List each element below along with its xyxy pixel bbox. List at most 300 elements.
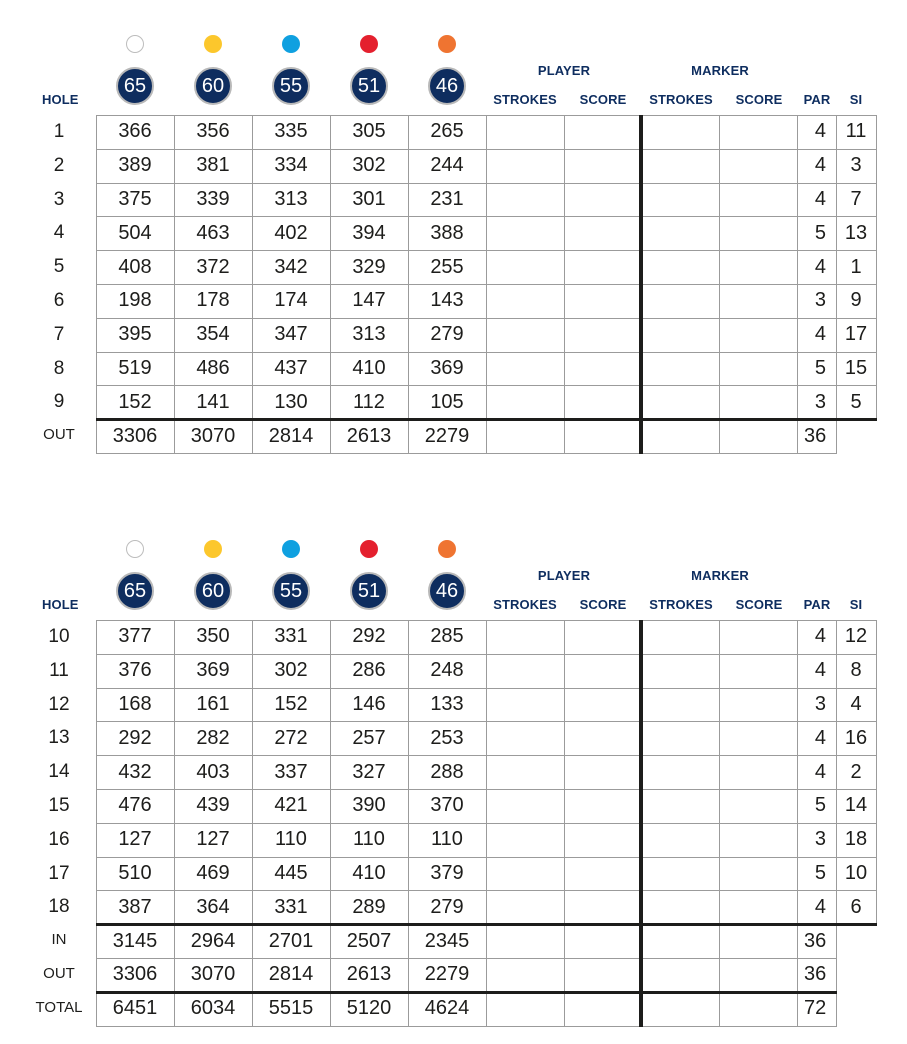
marker-strokes-input[interactable] bbox=[641, 250, 720, 285]
player-score-input[interactable] bbox=[564, 216, 642, 251]
marker-header: MARKER bbox=[691, 63, 749, 78]
yardage-cell: 130 bbox=[252, 385, 331, 420]
yardage-cell: 387 bbox=[96, 890, 175, 925]
stroke-index-cell: 9 bbox=[836, 284, 877, 319]
marker-score-input[interactable] bbox=[719, 857, 798, 892]
yardage-cell: 437 bbox=[252, 352, 331, 387]
marker-strokes-input[interactable] bbox=[641, 688, 720, 723]
tee-blue-marker-icon bbox=[282, 35, 300, 53]
tee-rating-badge: 60 bbox=[194, 572, 232, 610]
yardage-cell: 313 bbox=[330, 318, 409, 353]
marker-strokes-input[interactable] bbox=[641, 318, 720, 353]
marker-strokes-input[interactable] bbox=[641, 755, 720, 790]
player-strokes-input[interactable] bbox=[486, 149, 565, 184]
marker-score-header: SCORE bbox=[735, 597, 783, 612]
yardage-cell: 286 bbox=[330, 654, 409, 689]
stroke-index-cell: 7 bbox=[836, 183, 877, 218]
yardage-cell: 369 bbox=[174, 654, 253, 689]
yardage-cell: 253 bbox=[408, 721, 487, 756]
par-cell: 4 bbox=[797, 149, 837, 184]
yardage-cell: 334 bbox=[252, 149, 331, 184]
par-header: PAR bbox=[803, 597, 831, 612]
tee-orange-marker-icon bbox=[438, 35, 456, 53]
yardage-cell: 141 bbox=[174, 385, 253, 420]
hole-number: 5 bbox=[53, 256, 65, 278]
marker-score-input[interactable] bbox=[719, 620, 798, 655]
total-row-label: IN bbox=[51, 931, 67, 949]
yardage-cell: 133 bbox=[408, 688, 487, 723]
par-cell: 4 bbox=[797, 620, 837, 655]
total-row-label: OUT bbox=[43, 965, 75, 982]
par-cell: 4 bbox=[797, 115, 837, 150]
stroke-index-cell: 13 bbox=[836, 216, 877, 251]
tee-red-marker-icon bbox=[360, 35, 378, 53]
player-strokes-input[interactable] bbox=[486, 755, 565, 790]
yardage-cell: 342 bbox=[252, 250, 331, 285]
marker-score-input[interactable] bbox=[719, 149, 798, 184]
hole-number: 15 bbox=[48, 795, 70, 816]
marker-strokes-input[interactable] bbox=[641, 183, 720, 218]
player-strokes-header: STROKES bbox=[493, 597, 557, 612]
total-yardage-cell: 4624 bbox=[408, 992, 487, 1027]
par-cell: 4 bbox=[797, 183, 837, 218]
marker-strokes-input[interactable] bbox=[641, 352, 720, 387]
yardage-cell: 279 bbox=[408, 318, 487, 353]
total-yardage-cell: 2345 bbox=[408, 924, 487, 959]
par-cell: 4 bbox=[797, 721, 837, 756]
player-strokes-input[interactable] bbox=[486, 654, 565, 689]
total-yardage-cell: 3306 bbox=[96, 958, 175, 993]
marker-score-total-input[interactable] bbox=[719, 924, 798, 959]
par-total-cell: 36 bbox=[797, 958, 837, 993]
hole-number: 6 bbox=[53, 290, 65, 311]
par-cell: 3 bbox=[797, 284, 837, 319]
yardage-cell: 282 bbox=[174, 721, 253, 756]
yardage-cell: 463 bbox=[174, 216, 253, 251]
stroke-index-cell: 1 bbox=[836, 250, 877, 285]
yardage-cell: 285 bbox=[408, 620, 487, 655]
total-yardage-cell: 2701 bbox=[252, 924, 331, 959]
player-marker-divider bbox=[639, 620, 643, 1027]
player-score-input[interactable] bbox=[564, 385, 642, 420]
marker-strokes-total-input[interactable] bbox=[641, 924, 720, 959]
yardage-cell: 147 bbox=[330, 284, 409, 319]
yardage-cell: 375 bbox=[96, 183, 175, 218]
yardage-cell: 347 bbox=[252, 318, 331, 353]
hole-number: 17 bbox=[48, 862, 70, 884]
player-score-total-input[interactable] bbox=[564, 419, 642, 454]
tee-rating-badge: 46 bbox=[428, 67, 466, 105]
yardage-cell: 388 bbox=[408, 216, 487, 251]
marker-score-input[interactable] bbox=[719, 654, 798, 689]
player-strokes-input[interactable] bbox=[486, 115, 565, 150]
stroke-index-cell: 15 bbox=[836, 352, 877, 387]
marker-strokes-input[interactable] bbox=[641, 284, 720, 319]
hole-number: 9 bbox=[53, 391, 65, 413]
hole-number: 12 bbox=[48, 693, 70, 715]
yardage-cell: 105 bbox=[408, 385, 487, 420]
par-total-cell: 36 bbox=[797, 419, 837, 454]
hole-number: 8 bbox=[53, 357, 65, 379]
yardage-cell: 110 bbox=[330, 823, 409, 858]
yardage-cell: 356 bbox=[174, 115, 253, 150]
hole-number: 16 bbox=[48, 828, 70, 850]
player-strokes-total-input[interactable] bbox=[486, 924, 565, 959]
player-score-input[interactable] bbox=[564, 352, 642, 387]
player-strokes-input[interactable] bbox=[486, 250, 565, 285]
yardage-cell: 110 bbox=[252, 823, 331, 858]
tee-rating-badge: 55 bbox=[272, 67, 310, 105]
hole-number: 7 bbox=[53, 323, 65, 345]
player-marker-divider bbox=[639, 115, 643, 454]
total-yardage-cell: 5515 bbox=[252, 992, 331, 1027]
yardage-cell: 366 bbox=[96, 115, 175, 150]
player-strokes-input[interactable] bbox=[486, 216, 565, 251]
marker-strokes-input[interactable] bbox=[641, 654, 720, 689]
player-score-input[interactable] bbox=[564, 654, 642, 689]
yardage-cell: 327 bbox=[330, 755, 409, 790]
hole-number: 1 bbox=[53, 121, 65, 142]
total-yardage-cell: 3070 bbox=[174, 958, 253, 993]
marker-score-input[interactable] bbox=[719, 284, 798, 319]
player-score-input[interactable] bbox=[564, 857, 642, 892]
player-score-total-input[interactable] bbox=[564, 924, 642, 959]
yardage-cell: 168 bbox=[96, 688, 175, 723]
yardage-cell: 331 bbox=[252, 890, 331, 925]
player-strokes-input[interactable] bbox=[486, 890, 565, 925]
marker-score-input[interactable] bbox=[719, 823, 798, 858]
par-cell: 5 bbox=[797, 352, 837, 387]
marker-strokes-input[interactable] bbox=[641, 115, 720, 150]
yardage-cell: 476 bbox=[96, 789, 175, 824]
hole-number: 3 bbox=[53, 188, 65, 210]
yardage-cell: 257 bbox=[330, 721, 409, 756]
yardage-cell: 486 bbox=[174, 352, 253, 387]
player-score-input[interactable] bbox=[564, 620, 642, 655]
yardage-cell: 292 bbox=[330, 620, 409, 655]
yardage-cell: 395 bbox=[96, 318, 175, 353]
yardage-cell: 369 bbox=[408, 352, 487, 387]
si-header: SI bbox=[849, 597, 863, 612]
player-strokes-input[interactable] bbox=[486, 721, 565, 756]
yardage-cell: 335 bbox=[252, 115, 331, 150]
player-score-input[interactable] bbox=[564, 688, 642, 723]
yardage-cell: 390 bbox=[330, 789, 409, 824]
player-strokes-input[interactable] bbox=[486, 385, 565, 420]
par-cell: 3 bbox=[797, 823, 837, 858]
player-score-input[interactable] bbox=[564, 115, 642, 150]
yardage-cell: 354 bbox=[174, 318, 253, 353]
par-cell: 5 bbox=[797, 857, 837, 892]
total-divider bbox=[96, 991, 837, 994]
marker-score-input[interactable] bbox=[719, 385, 798, 420]
marker-score-input[interactable] bbox=[719, 352, 798, 387]
marker-strokes-input[interactable] bbox=[641, 721, 720, 756]
tee-orange-marker-icon bbox=[438, 540, 456, 558]
marker-strokes-total-input[interactable] bbox=[641, 992, 720, 1027]
marker-strokes-input[interactable] bbox=[641, 890, 720, 925]
marker-strokes-input[interactable] bbox=[641, 857, 720, 892]
stroke-index-cell: 14 bbox=[836, 789, 877, 824]
hole-number: 11 bbox=[49, 659, 69, 681]
par-cell: 4 bbox=[797, 890, 837, 925]
yardage-cell: 469 bbox=[174, 857, 253, 892]
tee-white-marker-icon bbox=[126, 540, 144, 558]
stroke-index-cell: 3 bbox=[836, 149, 877, 184]
yardage-cell: 152 bbox=[96, 385, 175, 420]
yardage-cell: 127 bbox=[96, 823, 175, 858]
tee-yellow-marker-icon bbox=[204, 540, 222, 558]
hole-header: HOLE bbox=[42, 597, 79, 612]
yardage-cell: 376 bbox=[96, 654, 175, 689]
section-divider bbox=[96, 418, 877, 421]
yardage-cell: 305 bbox=[330, 115, 409, 150]
yardage-cell: 302 bbox=[330, 149, 409, 184]
yardage-cell: 255 bbox=[408, 250, 487, 285]
marker-score-input[interactable] bbox=[719, 115, 798, 150]
yardage-cell: 331 bbox=[252, 620, 331, 655]
marker-score-input[interactable] bbox=[719, 688, 798, 723]
total-row-label: TOTAL bbox=[35, 998, 83, 1016]
yardage-cell: 403 bbox=[174, 755, 253, 790]
yardage-cell: 301 bbox=[330, 183, 409, 218]
yardage-cell: 244 bbox=[408, 149, 487, 184]
par-cell: 4 bbox=[797, 318, 837, 353]
hole-number: 14 bbox=[48, 761, 70, 783]
player-score-input[interactable] bbox=[564, 823, 642, 858]
total-yardage-cell: 2279 bbox=[408, 958, 487, 993]
yardage-cell: 339 bbox=[174, 183, 253, 218]
marker-score-total-input[interactable] bbox=[719, 992, 798, 1027]
player-strokes-input[interactable] bbox=[486, 688, 565, 723]
par-total-cell: 72 bbox=[797, 992, 837, 1027]
player-strokes-input[interactable] bbox=[486, 620, 565, 655]
tee-rating-badge: 65 bbox=[116, 572, 154, 610]
player-score-input[interactable] bbox=[564, 755, 642, 790]
stroke-index-cell: 18 bbox=[836, 823, 877, 858]
total-yardage-cell: 2613 bbox=[330, 958, 409, 993]
yardage-cell: 432 bbox=[96, 755, 175, 790]
yardage-cell: 279 bbox=[408, 890, 487, 925]
yardage-cell: 410 bbox=[330, 352, 409, 387]
yardage-cell: 272 bbox=[252, 721, 331, 756]
player-score-input[interactable] bbox=[564, 284, 642, 319]
yardage-cell: 389 bbox=[96, 149, 175, 184]
stroke-index-cell: 16 bbox=[836, 721, 877, 756]
yardage-cell: 329 bbox=[330, 250, 409, 285]
yardage-cell: 112 bbox=[330, 385, 409, 420]
total-yardage-cell: 2814 bbox=[252, 958, 331, 993]
marker-score-input[interactable] bbox=[719, 755, 798, 790]
marker-strokes-total-input[interactable] bbox=[641, 419, 720, 454]
yardage-cell: 231 bbox=[408, 183, 487, 218]
player-strokes-total-input[interactable] bbox=[486, 958, 565, 993]
player-strokes-input[interactable] bbox=[486, 318, 565, 353]
total-row-label: OUT bbox=[43, 426, 75, 444]
player-score-input[interactable] bbox=[564, 318, 642, 353]
total-yardage-cell: 3306 bbox=[96, 419, 175, 454]
marker-strokes-input[interactable] bbox=[641, 149, 720, 184]
hole-number: 13 bbox=[48, 727, 70, 749]
player-score-input[interactable] bbox=[564, 789, 642, 824]
yardage-cell: 198 bbox=[96, 284, 175, 319]
total-yardage-cell: 3145 bbox=[96, 924, 175, 959]
hole-number: 4 bbox=[53, 222, 65, 244]
stroke-index-cell: 5 bbox=[836, 385, 877, 420]
yardage-cell: 421 bbox=[252, 789, 331, 824]
stroke-index-cell: 6 bbox=[836, 890, 877, 925]
total-yardage-cell: 2279 bbox=[408, 419, 487, 454]
player-score-input[interactable] bbox=[564, 721, 642, 756]
yardage-cell: 178 bbox=[174, 284, 253, 319]
marker-strokes-input[interactable] bbox=[641, 385, 720, 420]
yardage-cell: 402 bbox=[252, 216, 331, 251]
marker-strokes-input[interactable] bbox=[641, 620, 720, 655]
si-header: SI bbox=[849, 92, 863, 107]
yardage-cell: 248 bbox=[408, 654, 487, 689]
marker-score-input[interactable] bbox=[719, 789, 798, 824]
yardage-cell: 381 bbox=[174, 149, 253, 184]
marker-score-input[interactable] bbox=[719, 318, 798, 353]
player-strokes-total-input[interactable] bbox=[486, 419, 565, 454]
marker-strokes-header: STROKES bbox=[649, 92, 713, 107]
player-score-header: SCORE bbox=[579, 597, 627, 612]
marker-strokes-total-input[interactable] bbox=[641, 958, 720, 993]
player-strokes-total-input[interactable] bbox=[486, 992, 565, 1027]
hole-number: 10 bbox=[48, 626, 70, 647]
yardage-cell: 302 bbox=[252, 654, 331, 689]
yardage-cell: 394 bbox=[330, 216, 409, 251]
marker-header: MARKER bbox=[691, 568, 749, 583]
marker-score-input[interactable] bbox=[719, 721, 798, 756]
tee-rating-badge: 60 bbox=[194, 67, 232, 105]
par-cell: 3 bbox=[797, 385, 837, 420]
total-yardage-cell: 6451 bbox=[96, 992, 175, 1027]
total-yardage-cell: 3070 bbox=[174, 419, 253, 454]
stroke-index-cell: 2 bbox=[836, 755, 877, 790]
yardage-cell: 152 bbox=[252, 688, 331, 723]
hole-number: 18 bbox=[48, 896, 70, 918]
yardage-cell: 377 bbox=[96, 620, 175, 655]
player-score-input[interactable] bbox=[564, 890, 642, 925]
tee-rating-badge: 46 bbox=[428, 572, 466, 610]
marker-strokes-input[interactable] bbox=[641, 789, 720, 824]
marker-strokes-header: STROKES bbox=[649, 597, 713, 612]
yardage-cell: 519 bbox=[96, 352, 175, 387]
hole-number: 2 bbox=[53, 154, 65, 176]
marker-strokes-input[interactable] bbox=[641, 216, 720, 251]
total-yardage-cell: 2814 bbox=[252, 419, 331, 454]
player-score-total-input[interactable] bbox=[564, 958, 642, 993]
stroke-index-cell: 8 bbox=[836, 654, 877, 689]
player-score-input[interactable] bbox=[564, 250, 642, 285]
yardage-cell: 364 bbox=[174, 890, 253, 925]
yardage-cell: 350 bbox=[174, 620, 253, 655]
player-strokes-input[interactable] bbox=[486, 789, 565, 824]
player-strokes-input[interactable] bbox=[486, 284, 565, 319]
yardage-cell: 146 bbox=[330, 688, 409, 723]
player-score-total-input[interactable] bbox=[564, 992, 642, 1027]
total-yardage-cell: 2613 bbox=[330, 419, 409, 454]
marker-score-total-input[interactable] bbox=[719, 958, 798, 993]
yardage-cell: 265 bbox=[408, 115, 487, 150]
yardage-cell: 292 bbox=[96, 721, 175, 756]
marker-score-input[interactable] bbox=[719, 250, 798, 285]
tee-rating-badge: 51 bbox=[350, 67, 388, 105]
marker-score-input[interactable] bbox=[719, 183, 798, 218]
yardage-cell: 439 bbox=[174, 789, 253, 824]
par-cell: 4 bbox=[797, 755, 837, 790]
player-strokes-input[interactable] bbox=[486, 183, 565, 218]
yardage-cell: 372 bbox=[174, 250, 253, 285]
yardage-cell: 288 bbox=[408, 755, 487, 790]
player-strokes-input[interactable] bbox=[486, 352, 565, 387]
player-strokes-header: STROKES bbox=[493, 92, 557, 107]
yardage-cell: 510 bbox=[96, 857, 175, 892]
player-score-header: SCORE bbox=[579, 92, 627, 107]
yardage-cell: 313 bbox=[252, 183, 331, 218]
tee-white-marker-icon bbox=[126, 35, 144, 53]
par-header: PAR bbox=[803, 92, 831, 107]
player-score-input[interactable] bbox=[564, 149, 642, 184]
back-nine-card bbox=[0, 505, 907, 1044]
stroke-index-cell: 4 bbox=[836, 688, 877, 723]
tee-red-marker-icon bbox=[360, 540, 378, 558]
marker-score-input[interactable] bbox=[719, 216, 798, 251]
total-yardage-cell: 2964 bbox=[174, 924, 253, 959]
player-strokes-input[interactable] bbox=[486, 823, 565, 858]
marker-score-total-input[interactable] bbox=[719, 419, 798, 454]
yardage-cell: 127 bbox=[174, 823, 253, 858]
par-total-cell: 36 bbox=[797, 924, 837, 959]
yardage-cell: 379 bbox=[408, 857, 487, 892]
total-yardage-cell: 6034 bbox=[174, 992, 253, 1027]
yardage-cell: 289 bbox=[330, 890, 409, 925]
yardage-cell: 410 bbox=[330, 857, 409, 892]
yardage-cell: 143 bbox=[408, 284, 487, 319]
yardage-cell: 504 bbox=[96, 216, 175, 251]
player-header: PLAYER bbox=[537, 63, 591, 78]
tee-rating-badge: 55 bbox=[272, 572, 310, 610]
player-header: PLAYER bbox=[537, 568, 591, 583]
stroke-index-cell: 17 bbox=[836, 318, 877, 353]
total-yardage-cell: 5120 bbox=[330, 992, 409, 1027]
stroke-index-cell: 11 bbox=[836, 115, 877, 150]
par-cell: 4 bbox=[797, 654, 837, 689]
tee-rating-badge: 51 bbox=[350, 572, 388, 610]
total-yardage-cell: 2507 bbox=[330, 924, 409, 959]
par-cell: 5 bbox=[797, 789, 837, 824]
marker-strokes-input[interactable] bbox=[641, 823, 720, 858]
tee-yellow-marker-icon bbox=[204, 35, 222, 53]
yardage-cell: 445 bbox=[252, 857, 331, 892]
front-nine-card bbox=[0, 0, 907, 470]
yardage-cell: 408 bbox=[96, 250, 175, 285]
tee-rating-badge: 65 bbox=[116, 67, 154, 105]
par-cell: 5 bbox=[797, 216, 837, 251]
stroke-index-cell: 10 bbox=[836, 857, 877, 892]
yardage-cell: 174 bbox=[252, 284, 331, 319]
par-cell: 4 bbox=[797, 250, 837, 285]
marker-score-input[interactable] bbox=[719, 890, 798, 925]
yardage-cell: 110 bbox=[408, 823, 487, 858]
yardage-cell: 370 bbox=[408, 789, 487, 824]
player-strokes-input[interactable] bbox=[486, 857, 565, 892]
par-cell: 3 bbox=[797, 688, 837, 723]
hole-header: HOLE bbox=[42, 92, 79, 107]
tee-blue-marker-icon bbox=[282, 540, 300, 558]
player-score-input[interactable] bbox=[564, 183, 642, 218]
